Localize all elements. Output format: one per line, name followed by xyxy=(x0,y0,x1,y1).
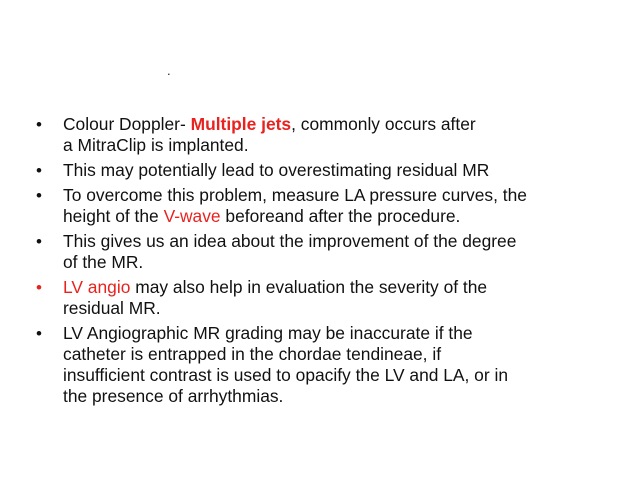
bullet-text xyxy=(63,277,487,318)
text-segment: To overcome this problem, measure LA pressure curves, the xyxy=(63,185,527,205)
bullet-item-overestimating xyxy=(36,160,616,181)
bullet-marker: • xyxy=(36,115,42,134)
text-segment: catheter is entrapped in the chordae tendineae, if xyxy=(63,344,442,364)
bullet-marker: • xyxy=(36,232,42,251)
text-segment: insufficient contrast is used to opacify the LV and LA, or in xyxy=(63,365,509,385)
bullet-item-mr-grading xyxy=(36,323,616,407)
bullet-text xyxy=(63,185,527,226)
bullet-item-improvement xyxy=(36,231,616,273)
text-segment: of the MR. xyxy=(63,252,144,272)
text-segment: the presence of arrhythmias. xyxy=(63,386,284,406)
text-segment: , commonly occurs after xyxy=(291,114,476,134)
text-segment: a MitraClip is implanted. xyxy=(63,135,249,155)
bullet-marker-red: • xyxy=(36,278,42,297)
highlight-v-wave: V-wave xyxy=(163,206,221,226)
text-segment: residual MR. xyxy=(63,298,161,318)
bullet-text xyxy=(63,323,508,406)
text-segment: Colour Doppler- xyxy=(63,114,191,134)
highlight-multiple-jets: Multiple jets xyxy=(190,114,292,134)
bullet-text xyxy=(63,231,516,272)
text-segment: This gives us an idea about the improvement of the degree xyxy=(63,231,517,251)
bullet-text xyxy=(63,114,476,155)
highlight-lv-angio: LV angio xyxy=(63,277,131,297)
stray-dot: . xyxy=(167,63,171,78)
bullet-marker: • xyxy=(36,161,42,180)
bullet-list xyxy=(36,114,616,411)
text-segment: height of the xyxy=(63,206,164,226)
bullet-item-colour-doppler xyxy=(36,114,616,156)
bullet-text: This may potentially lead to overestimating residual MR xyxy=(63,160,490,180)
bullet-marker: • xyxy=(36,324,42,343)
text-segment: beforeand after the procedure. xyxy=(220,206,461,226)
text-segment: may also help in evaluation the severity of the xyxy=(130,277,488,297)
bullet-marker: • xyxy=(36,186,42,205)
bullet-item-la-pressure xyxy=(36,185,616,227)
bullet-item-lv-angio xyxy=(36,277,616,319)
text-segment: LV Angiographic MR grading may be inaccurate if the xyxy=(63,323,473,343)
